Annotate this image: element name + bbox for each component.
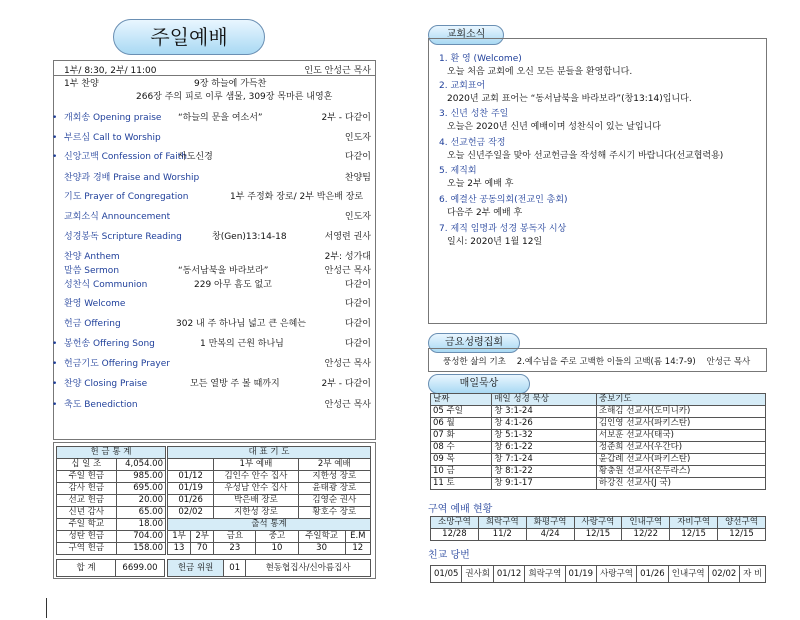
bullet-icon: • [52, 339, 58, 349]
order-item [54, 278, 375, 292]
order-item-center: 사도신경 [178, 152, 213, 162]
news-item-body: 오늘 신년주일을 맞아 선교헌금을 작성해 주시기 바랍니다(선교협력용) [447, 151, 724, 161]
order-item-right: 안성근 목사 [324, 359, 371, 369]
prayer-row [168, 495, 371, 507]
order-item-right: 다같이 [344, 280, 371, 290]
order-item-center: 모든 열방 주 볼 때까지 [190, 379, 280, 389]
daily-cell: 06 월 [431, 418, 492, 430]
bullet-icon: • [52, 400, 58, 410]
district-val: 11/2 [478, 529, 526, 541]
district-val: 12/15 [574, 529, 622, 541]
order-item-right: 다같이 [344, 152, 371, 162]
duty-cell: 희락구역 [525, 566, 565, 583]
offering-row [57, 519, 166, 531]
district-val: 12/15 [718, 529, 766, 541]
offering-name: 십 일 조 [57, 459, 117, 471]
offering-name: 성탄 헌금 [57, 531, 117, 543]
order-item-label: 교회소식 Announcement [64, 212, 171, 222]
order-item-label: 찬양과 경배 Praise and Worship [64, 173, 200, 183]
daily-cell: 서보훈 선교사(태국) [596, 430, 765, 442]
district-col: 자비구역 [670, 517, 718, 529]
order-item-right: 다같이 [344, 299, 371, 309]
order-item [54, 171, 375, 185]
order-item-right: 인도자 [344, 212, 371, 222]
order-item [54, 297, 375, 311]
bullet-icon: • [52, 113, 58, 123]
duty-table [430, 565, 766, 583]
bullet-icon: • [52, 359, 58, 369]
prayer-cell: 황호수 장로 [298, 507, 370, 519]
offering-amount: 20.00 [116, 495, 165, 507]
order-item-right: 안성근 목사 [324, 400, 371, 410]
duty-cell: 자 비 [740, 566, 766, 583]
order-item-label: 부르심 Call to Worship [64, 133, 161, 143]
order-item-label: 1부 찬양 [64, 79, 99, 89]
order-item [54, 150, 375, 164]
prayer-table: 대 표 기 도 1부 예배 2부 예배 01/12 김인수 안수 집사 지한성 장로 01/19 우성남 안수 집사 윤태광 장로 01/26 박은배 장로 김영순 권사 02/02 지한성 장로 황호수 장로 출석 통계 1부 2부 금요 중고 주일학교 E.M 13 70 23 10 30 12 [167, 446, 371, 555]
daily-col: 매일 성경 묵상 [492, 394, 597, 406]
order-item-right: 2부 - 다같이 [321, 379, 371, 389]
order-item [54, 210, 375, 224]
attend-val: 70 [191, 543, 214, 555]
order-item-right: 찬양팀 [344, 173, 371, 183]
daily-row [431, 442, 766, 454]
leader-line: 인도 안성근 목사 [304, 66, 371, 76]
district-val: 12/15 [670, 529, 718, 541]
news-item-body: 오늘 2부 예배 후 [447, 179, 514, 189]
order-item-label: 헌금 Offering [64, 319, 121, 329]
attend-col: 금요 [214, 531, 256, 543]
prayer-cell: 우성남 안수 집사 [214, 483, 298, 495]
total-label: 합 계 [57, 560, 116, 577]
duty-cell: 01/19 [565, 566, 596, 583]
order-item-label: 찬양 Closing Praise [64, 379, 148, 389]
offering-name: 신년 감사 [57, 507, 117, 519]
order-item-label: 헌금기도 Offering Prayer [64, 359, 170, 369]
district-val: 12/28 [431, 529, 479, 541]
order-item [54, 264, 375, 278]
order-item-right: 다같이 [344, 339, 371, 349]
district-val: 4/24 [526, 529, 574, 541]
district-col: 사랑구역 [574, 517, 622, 529]
order-item [54, 131, 375, 145]
news-item-head: 5. 제직회 [439, 166, 477, 176]
order-item [54, 250, 375, 264]
order-item-label: 봉헌송 Offering Song [64, 339, 155, 349]
news-item-body: 오늘 처음 교회에 오신 모든 분들을 환영합니다. [447, 67, 633, 77]
order-item-center: “동서남북을 바라보라” [178, 266, 269, 276]
duty-cell: 01/05 [431, 566, 462, 583]
daily-row [431, 466, 766, 478]
news-item-body: 2020년 교회 표어는 “동서남북을 바라보라”(창13:14)입니다. [447, 94, 692, 104]
order-item-right: 2부: 성가대 [324, 252, 371, 262]
offering-amount: 704.00 [116, 531, 165, 543]
news-item-body: 다음주 2부 예배 후 [447, 208, 523, 218]
worship-title-pill: 주일예배 [113, 19, 265, 55]
offering-row [57, 507, 166, 519]
daily-cell: 08 수 [431, 442, 492, 454]
duty-cell: 01/26 [637, 566, 668, 583]
daily-cell: 정준희 선교사(우간다) [596, 442, 765, 454]
offering-row [57, 531, 166, 543]
offering-amount: 985.00 [116, 471, 165, 483]
offering-amount: 65.00 [116, 507, 165, 519]
order-item-center: 9장 하늘에 가득찬 [194, 79, 267, 89]
daily-row [431, 418, 766, 430]
daily-cell: 창 6:1-22 [492, 442, 597, 454]
daily-row [431, 478, 766, 490]
prayer-cell: 01/19 [168, 483, 214, 495]
order-item-label: 축도 Benediction [64, 400, 138, 410]
attend-val: 30 [298, 543, 345, 555]
news-item-head: 7. 제직 임명과 성경 봉독자 시상 [439, 224, 567, 234]
total-value: 6699.00 [116, 560, 165, 577]
offering-row [57, 459, 166, 471]
attend-col: 중고 [256, 531, 298, 543]
offering-row [57, 471, 166, 483]
daily-col: 날짜 [431, 394, 492, 406]
order-item [54, 190, 375, 204]
order-item-label: 기도 Prayer of Congregation [64, 192, 189, 202]
daily-cell: 창 7:1-24 [492, 454, 597, 466]
offering-name: 주일 헌금 [57, 471, 117, 483]
prayer-row [168, 483, 371, 495]
district-col: 인내구역 [622, 517, 670, 529]
daily-cell: 07 화 [431, 430, 492, 442]
order-of-worship-box [53, 60, 376, 440]
committee-names: 현동협집사/신아름집사 [246, 560, 371, 577]
offering-name: 감사 헌금 [57, 483, 117, 495]
duty-cell: 02/02 [708, 566, 739, 583]
news-item-head: 2. 교회표어 [439, 81, 486, 91]
committee-table [167, 559, 371, 577]
duty-cell: 사랑구역 [596, 566, 636, 583]
attend-col: 주일학교 [298, 531, 345, 543]
prayer-cell: 02/02 [168, 507, 214, 519]
order-item-right: 서영련 권사 [324, 232, 371, 242]
order-item-right: 2부 - 다같이 [321, 113, 371, 123]
order-item-center: 302 내 주 하나님 넓고 큰 은혜는 [176, 319, 306, 329]
district-col: 양선구역 [718, 517, 766, 529]
daily-cell: 05 주일 [431, 406, 492, 418]
daily-cell: 창 8:1-22 [492, 466, 597, 478]
news-title-pill: 교회소식 [428, 25, 504, 45]
attend-val: 13 [168, 543, 191, 555]
prayer-row [168, 507, 371, 519]
district-title: 구역 예배 현황 [428, 504, 493, 515]
attend-col: E.M [345, 531, 370, 543]
attend-col: 1부 [168, 531, 191, 543]
prayer-cell: 01/26 [168, 495, 214, 507]
daily-cell: 창 3:1-24 [492, 406, 597, 418]
stats-box [53, 442, 376, 579]
order-item-right: 다같이 [344, 319, 371, 329]
page-divider [46, 598, 47, 618]
prayer-cell: 윤태광 장로 [298, 483, 370, 495]
prayer-cell: 김영순 권사 [298, 495, 370, 507]
order-item-label: 찬양 Anthem [64, 252, 120, 262]
prayer-cell: 지한성 장로 [214, 507, 298, 519]
news-item-head: 3. 신년 성찬 주일 [439, 109, 509, 119]
daily-cell: 황충원 선교사(온두라스) [596, 466, 765, 478]
daily-title-pill: 매일묵상 [428, 374, 530, 394]
daily-row [431, 430, 766, 442]
order-item-center: “하늘의 문을 여소서” [178, 113, 263, 123]
order-item-center: 229 아무 흠도 없고 [194, 280, 272, 290]
offering-row [57, 495, 166, 507]
district-col: 희락구역 [478, 517, 526, 529]
attend-val: 12 [345, 543, 370, 555]
offering-name: 선교 헌금 [57, 495, 117, 507]
duty-cell: 권사회 [462, 566, 494, 583]
offering-amount: 695.00 [116, 483, 165, 495]
friday-line: 풍성한 삶의 기초 2.예수님을 주로 고백한 이들의 고백(롬 14:7-9) 안성근 목사 [443, 357, 751, 367]
district-col: 화평구역 [526, 517, 574, 529]
friday-title-pill: 금요성령집회 [428, 333, 520, 353]
offering-amount: 158.00 [116, 543, 165, 555]
duty-title: 친교 당번 [428, 550, 470, 561]
order-item-center: 1부 주정화 장로/ 2부 박은배 장로 [230, 192, 364, 202]
order-item-right: 안성근 목사 [324, 266, 371, 276]
daily-table [430, 393, 766, 490]
order-item-label: 성경봉독 Scripture Reading [64, 232, 182, 242]
total-table [56, 559, 165, 577]
order-item [54, 90, 375, 104]
daily-cell: 하강진 선교사(J 국) [596, 478, 765, 490]
attend-val: 10 [256, 543, 298, 555]
offering-amount: 4,054.00 [116, 459, 165, 471]
duty-cell: 01/12 [493, 566, 524, 583]
order-item-label: 개회송 Opening praise [64, 113, 162, 123]
attend-col: 2부 [191, 531, 214, 543]
offering-amount: 18.00 [116, 519, 165, 531]
daily-cell: 윤갑례 선교사(파키스탄) [596, 454, 765, 466]
committee-label: 헌금 위원 [168, 560, 224, 577]
district-val: 12/22 [622, 529, 670, 541]
district-col: 소망구역 [431, 517, 479, 529]
prayer-row [168, 471, 371, 483]
order-item [54, 398, 375, 412]
bullet-icon: • [52, 133, 58, 143]
news-item-body: 오늘은 2020년 신년 예배이며 성찬식이 있는 날입니다 [447, 122, 661, 132]
order-item-right: 인도자 [344, 133, 371, 143]
district-table [430, 516, 766, 541]
order-item-label: 성찬식 Communion [64, 280, 148, 290]
offering-name: 주일 학교 [57, 519, 117, 531]
order-item-center: 266장 주의 피로 이루 샘물, 309장 목마른 내영혼 [136, 92, 333, 102]
daily-cell: 09 목 [431, 454, 492, 466]
news-item-head: 1. 환 영 (Welcome) [439, 54, 522, 64]
order-item [54, 111, 375, 125]
daily-cell: 창 9:1-17 [492, 478, 597, 490]
order-item-label: 신앙고백 Confession of Faith [64, 152, 187, 162]
order-item [54, 317, 375, 331]
daily-cell: 조해김 선교사(도미니카) [596, 406, 765, 418]
service-times: 1부/ 8:30, 2부/ 11:00 [64, 66, 157, 76]
daily-cell: 10 금 [431, 466, 492, 478]
news-item-head: 4. 선교헌금 작정 [439, 138, 506, 148]
order-item-center: 1 만복의 근원 하나님 [200, 339, 284, 349]
prayer-cell: 김인수 안수 집사 [214, 471, 298, 483]
order-item [54, 377, 375, 391]
bullet-icon: • [52, 152, 58, 162]
offering-table: 헌 금 통 계 십 일 조 4,054.00 주일 헌금 985.00 감사 헌금 695.00 선교 헌금 20.00 신년 감사 65.00 주일 학교 18.00 성탄 헌금 704.00 구역 헌금 158.00 [56, 446, 166, 555]
order-item-label: 말씀 Sermon [64, 266, 120, 276]
offering-row [57, 483, 166, 495]
attend-val: 23 [214, 543, 256, 555]
order-item [54, 77, 375, 91]
offering-name: 구역 헌금 [57, 543, 117, 555]
daily-cell: 창 5:1-32 [492, 430, 597, 442]
news-box [428, 38, 767, 324]
prayer-cell: 박은배 장로 [214, 495, 298, 507]
bullet-icon: • [52, 379, 58, 389]
daily-cell: 11 토 [431, 478, 492, 490]
news-item-head: 6. 예결산 공동의회(전교인 총회) [439, 195, 568, 205]
order-item-center: 창(Gen)13:14-18 [212, 232, 287, 242]
order-item [54, 230, 375, 244]
duty-cell: 인내구역 [668, 566, 708, 583]
order-item [54, 357, 375, 371]
daily-row [431, 454, 766, 466]
daily-col: 중보기도 [596, 394, 765, 406]
daily-cell: 김인영 선교사(파키스탄) [596, 418, 765, 430]
committee-num: 01 [224, 560, 246, 577]
order-item [54, 337, 375, 351]
prayer-cell: 01/12 [168, 471, 214, 483]
daily-row [431, 406, 766, 418]
order-item-label: 환영 Welcome [64, 299, 126, 309]
prayer-cell: 지한성 장로 [298, 471, 370, 483]
offering-row [57, 543, 166, 555]
friday-box [428, 348, 767, 372]
news-item-body: 일시: 2020년 1월 12일 [447, 237, 543, 247]
daily-cell: 창 4:1-26 [492, 418, 597, 430]
